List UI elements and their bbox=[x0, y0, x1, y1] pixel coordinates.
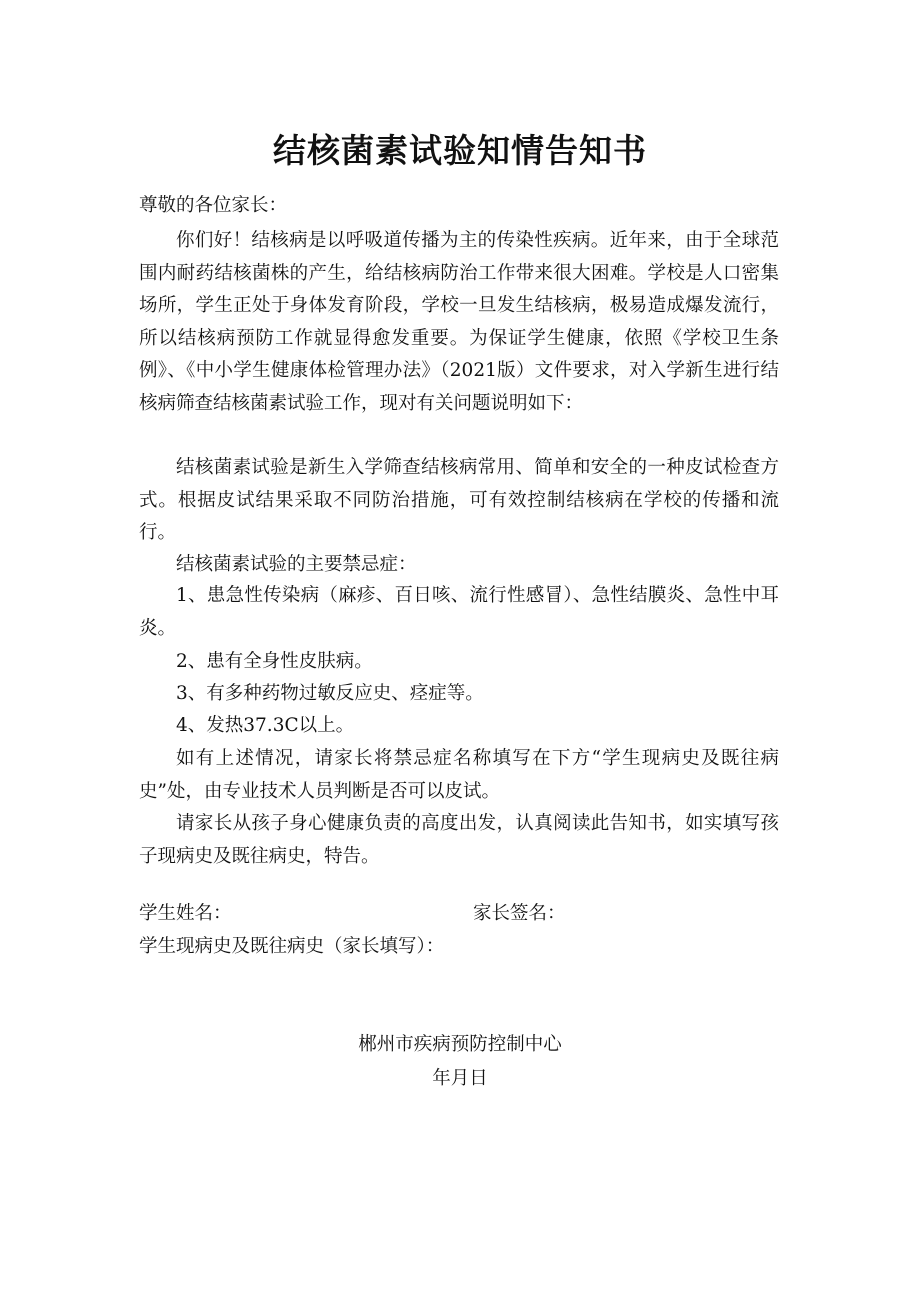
greeting: 尊敬的各位家长： bbox=[139, 195, 288, 216]
parent-signature-label: 家长签名： bbox=[473, 903, 566, 924]
document-title: 结核菌素试验知情告知书 bbox=[273, 131, 647, 170]
contraindications-heading: 结核菌素试验的主要禁忌症： bbox=[176, 554, 417, 575]
notice-paragraph: 如有上述情况，请家长将禁忌症名称填写在下方“学生现病史及既往病史”处，由专业技术人员判断是否可以皮试。 bbox=[139, 748, 779, 802]
intro-paragraph: 你们好！结核病是以呼吸道传播为主的传染性疾病。近年来，由于全球范围内耐药结核菌株的产生，给结核病防治工作带来很大困难。学校是人口密集场所，学生正处于身体发育阶段，学校一旦发生结核病，极易造成爆发流行，所以结核病预防工作就显得愈发重要。为保证学生健康，依照《学校卫生条例》、《中小学生健康体检管理办法》（2021版）文件要求，对入学新生进行结核病筛查结核菌素试验工作，现对有关问题说明如下： bbox=[139, 230, 779, 414]
signature-row bbox=[139, 898, 779, 931]
closing-paragraph: 请家长从孩子身心健康负责的高度出发，认真阅读此告知书，如实填写孩子现病史及既往病史，特告。 bbox=[139, 813, 779, 867]
issuing-organization: 郴州市疾病预防控制中心 bbox=[358, 1034, 562, 1055]
date-line: 年月日 bbox=[432, 1068, 488, 1089]
student-name-label: 学生姓名： bbox=[139, 903, 232, 924]
signature-form bbox=[139, 898, 779, 957]
contraindication-item-4: 4、发热37.3C以上。 bbox=[176, 715, 355, 736]
medical-history-label: 学生现病史及既往病史（家长填写）： bbox=[139, 935, 445, 957]
contraindication-item-1: 1、患急性传染病（麻疹、百日咳、流行性感冒）、急性结膜炎、急性中耳炎。 bbox=[139, 585, 779, 639]
contraindication-item-3: 3、有多种药物过敏反应史、痉症等。 bbox=[176, 683, 484, 704]
purpose-paragraph: 结核菌素试验是新生入学筛查结核病常用、简单和安全的一种皮试检查方式。根据皮试结果采取不同防治措施，可有效控制结核病在学校的传播和流行。 bbox=[139, 457, 779, 543]
contraindication-item-2: 2、患有全身性皮肤病。 bbox=[176, 651, 373, 672]
